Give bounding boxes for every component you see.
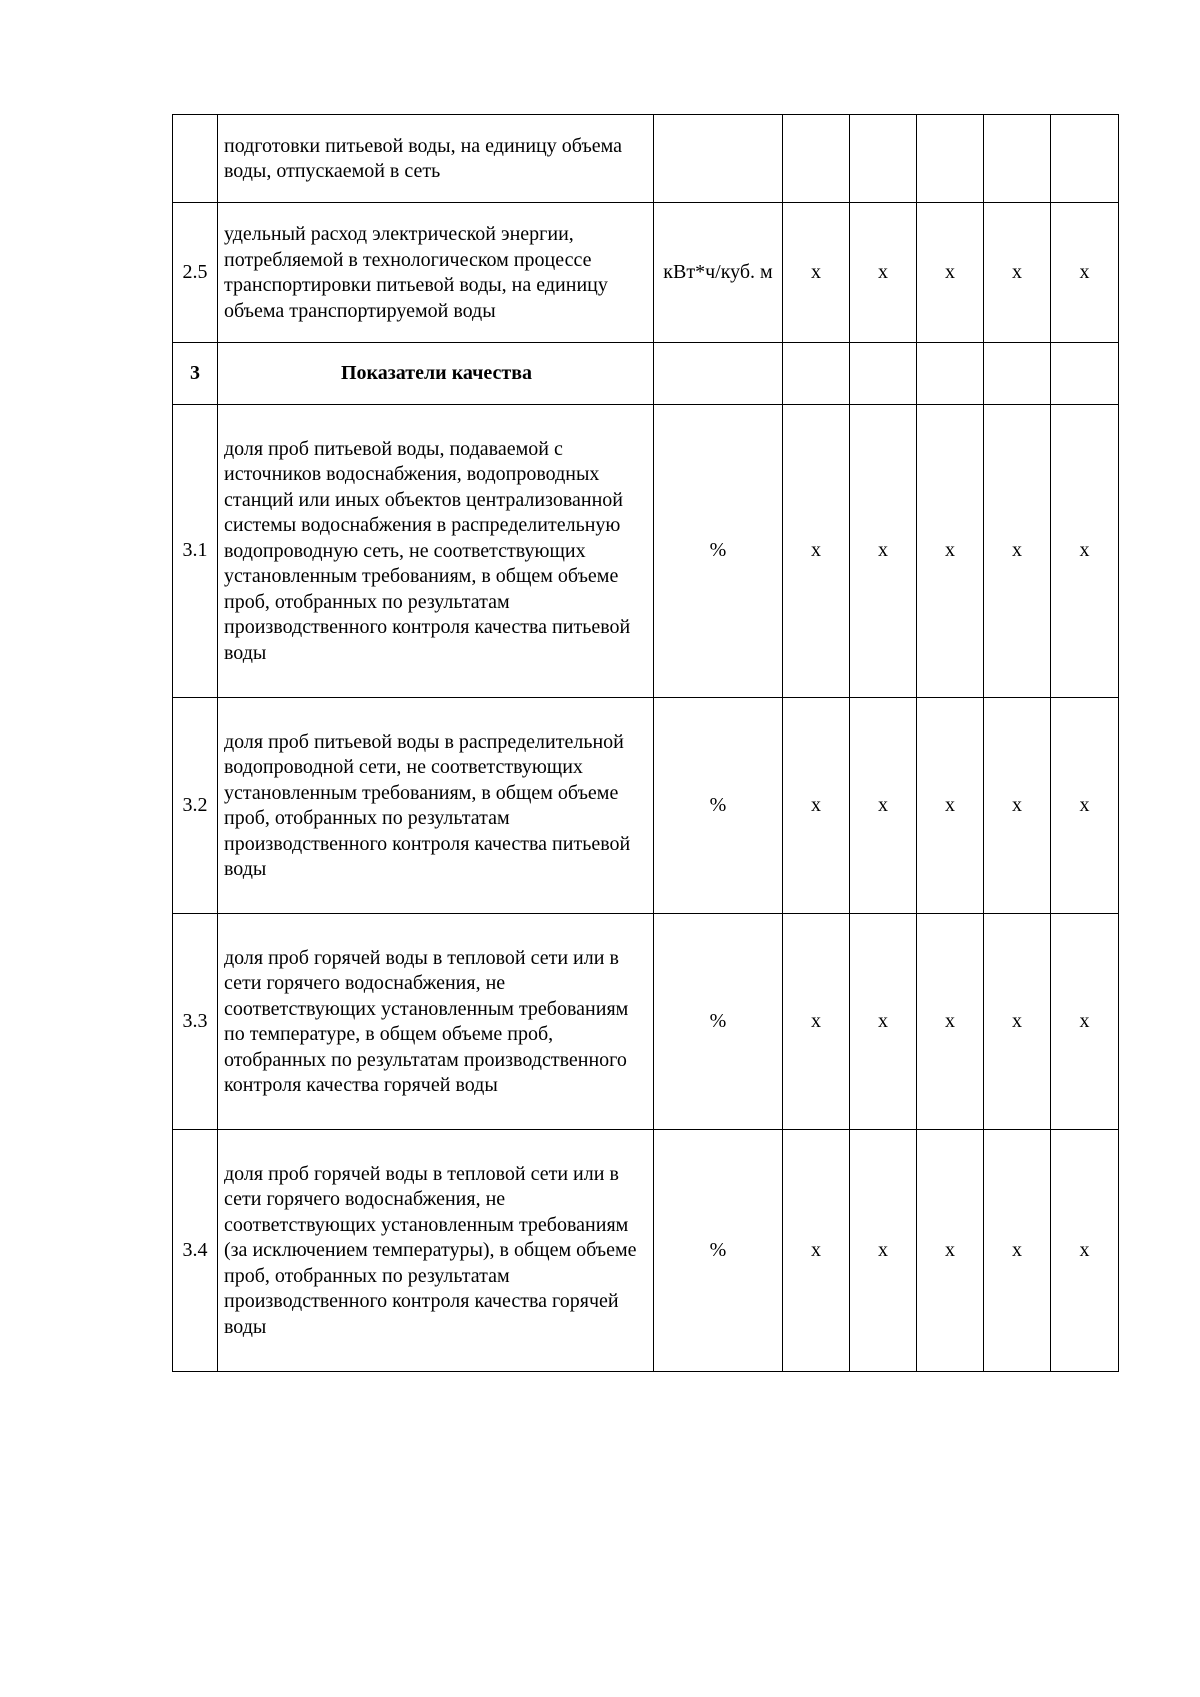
row-unit: [654, 343, 783, 405]
table-row: [173, 1130, 1119, 1372]
row-value: х: [917, 203, 984, 343]
row-number: [173, 115, 218, 203]
row-value: [783, 115, 850, 203]
row-description: доля проб питьевой воды в распределительной водопроводной сети, не соответствующих установленным требованиям, в общем объеме проб, отобранных по результатам производственного контроля качества питьевой воды: [218, 698, 654, 914]
table-row: [173, 203, 1119, 343]
row-value: х: [783, 1130, 850, 1372]
row-value: х: [917, 914, 984, 1130]
row-value: х: [783, 405, 850, 698]
row-value: х: [850, 1130, 917, 1372]
row-value: х: [984, 405, 1051, 698]
section-number: 3: [173, 343, 218, 405]
row-value: х: [917, 405, 984, 698]
row-value: х: [984, 1130, 1051, 1372]
row-value: х: [917, 698, 984, 914]
row-unit: кВт*ч/куб. м: [654, 203, 783, 343]
row-number: 3.1: [173, 405, 218, 698]
row-value: х: [1051, 914, 1119, 1130]
row-value: х: [850, 698, 917, 914]
table-row: [173, 405, 1119, 698]
row-value: х: [1051, 203, 1119, 343]
row-value: х: [783, 203, 850, 343]
row-description: доля проб питьевой воды, подаваемой с источников водоснабжения, водопроводных станций или иных объектов централизованной системы водоснабжения в распределительную водопроводную сеть, не соответствующих установленным требованиям, в общем объеме проб, отобранных по результатам производственного контроля качества питьевой воды: [218, 405, 654, 698]
section-title: Показатели качества: [218, 343, 654, 405]
row-value: х: [850, 405, 917, 698]
row-value: [984, 343, 1051, 405]
row-value: х: [1051, 698, 1119, 914]
row-description: подготовки питьевой воды, на единицу объема воды, отпускаемой в сеть: [218, 115, 654, 203]
table-row: [173, 914, 1119, 1130]
row-unit: %: [654, 405, 783, 698]
row-value: х: [1051, 405, 1119, 698]
row-number: 2.5: [173, 203, 218, 343]
table-row: [173, 115, 1119, 203]
row-value: [917, 115, 984, 203]
row-value: [1051, 115, 1119, 203]
row-value: [917, 343, 984, 405]
row-number: 3.4: [173, 1130, 218, 1372]
row-value: [1051, 343, 1119, 405]
section-row: [173, 343, 1119, 405]
row-unit: [654, 115, 783, 203]
row-number: 3.3: [173, 914, 218, 1130]
row-value: [850, 115, 917, 203]
row-value: х: [984, 203, 1051, 343]
row-value: х: [850, 203, 917, 343]
row-value: х: [917, 1130, 984, 1372]
row-value: [783, 343, 850, 405]
row-value: [850, 343, 917, 405]
row-value: х: [1051, 1130, 1119, 1372]
row-value: х: [984, 698, 1051, 914]
row-value: х: [783, 698, 850, 914]
row-value: х: [783, 914, 850, 1130]
row-description: доля проб горячей воды в тепловой сети или в сети горячего водоснабжения, не соответствующих установленным требованиям по температуре, в общем объеме проб, отобранных по результатам производственного контроля качества горячей воды: [218, 914, 654, 1130]
indicators-table: [172, 114, 1119, 1372]
row-number: 3.2: [173, 698, 218, 914]
table-row: [173, 698, 1119, 914]
row-unit: %: [654, 698, 783, 914]
row-description: доля проб горячей воды в тепловой сети или в сети горячего водоснабжения, не соответствующих установленным требованиям (за исключением температуры), в общем объеме проб, отобранных по результатам производственного контроля качества горячей воды: [218, 1130, 654, 1372]
row-unit: %: [654, 1130, 783, 1372]
row-unit: %: [654, 914, 783, 1130]
row-value: [984, 115, 1051, 203]
row-value: х: [984, 914, 1051, 1130]
row-value: х: [850, 914, 917, 1130]
row-description: удельный расход электрической энергии, потребляемой в технологическом процессе транспортировки питьевой воды, на единицу объема транспортируемой воды: [218, 203, 654, 343]
